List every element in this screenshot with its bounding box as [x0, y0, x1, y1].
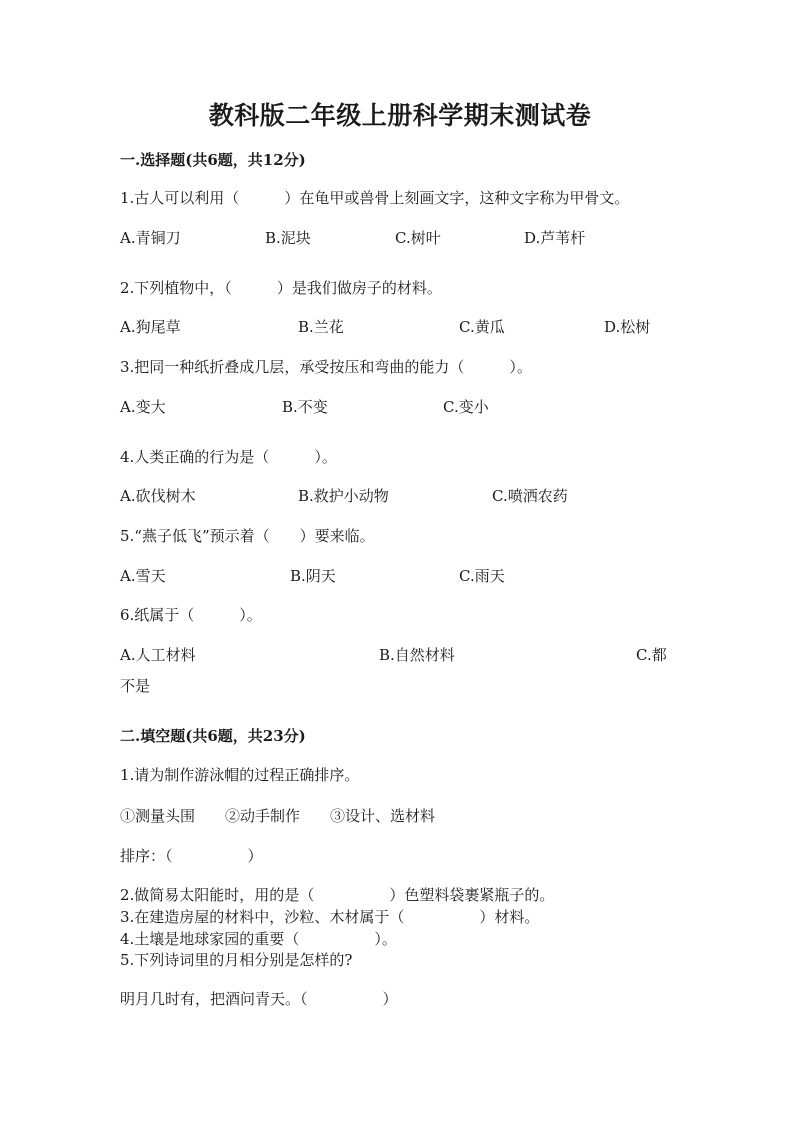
- question-2-1-steps: ①测量头围 ②动手制作 ③设计、选材料: [120, 807, 436, 825]
- option-1-6-a: A.人工材料: [120, 646, 196, 664]
- question-1-3: 3.把同一种纸折叠成几层，承受按压和弯曲的能力（ ）。: [120, 358, 532, 376]
- option-1-3-b: B.不变: [282, 398, 328, 416]
- option-1-4-c: C.喷洒农药: [492, 487, 568, 505]
- option-1-3-c: C.变小: [443, 398, 489, 416]
- option-1-5-b: B.阴天: [290, 567, 336, 585]
- option-1-4-b: B.救护小动物: [298, 487, 389, 505]
- question-2-5-line-1: 明月几时有，把酒问青天。（ ）: [120, 990, 398, 1008]
- question-1-2: 2.下列植物中，（ ）是我们做房子的材料。: [120, 279, 442, 297]
- question-2-5: 5.下列诗词里的月相分别是怎样的?: [120, 951, 353, 969]
- option-1-6-b: B.自然材料: [379, 646, 455, 664]
- option-1-2-b: B.兰花: [298, 318, 344, 336]
- section-heading-choice: 一.选择题(共6题，共12分): [120, 151, 306, 169]
- question-1-1: 1.古人可以利用（ ）在龟甲或兽骨上刻画文字，这种文字称为甲骨文。: [120, 189, 630, 207]
- question-2-1: 1.请为制作游泳帽的过程正确排序。: [120, 766, 360, 784]
- option-1-1-a: A.青铜刀: [120, 229, 181, 247]
- section-heading-fill: 二.填空题(共6题，共23分): [120, 727, 306, 745]
- option-1-1-c: C.树叶: [395, 229, 441, 247]
- option-1-4-a: A.砍伐树木: [120, 487, 196, 505]
- option-1-3-a: A.变大: [120, 398, 166, 416]
- question-1-6: 6.纸属于（ ）。: [120, 606, 262, 624]
- question-2-3: 3.在建造房屋的材料中，沙粒、木材属于（ ）材料。: [120, 908, 540, 926]
- page-title: 教科版二年级上册科学期末测试卷: [208, 101, 592, 130]
- question-2-1-answer: 排序：（ ）: [120, 847, 263, 865]
- question-2-4: 4.土壤是地球家园的重要（ ）。: [120, 930, 397, 948]
- question-1-4: 4.人类正确的行为是（ ）。: [120, 448, 337, 466]
- option-1-6-c: C.都: [636, 646, 667, 664]
- option-1-5-c: C.雨天: [459, 567, 505, 585]
- option-1-2-a: A.狗尾草: [120, 318, 181, 336]
- question-2-2: 2.做简易太阳能时，用的是（ ）色塑料袋裹紧瓶子的。: [120, 886, 555, 904]
- option-1-1-b: B.泥块: [265, 229, 311, 247]
- option-1-2-d: D.松树: [604, 318, 651, 336]
- option-1-5-a: A.雪天: [120, 567, 166, 585]
- option-1-2-c: C.黄瓜: [459, 318, 505, 336]
- option-1-1-d: D.芦苇杆: [524, 229, 586, 247]
- option-1-6-c-wrap: 不是: [120, 677, 151, 695]
- question-1-5: 5.“燕子低飞”预示着（ ）要来临。: [120, 527, 375, 545]
